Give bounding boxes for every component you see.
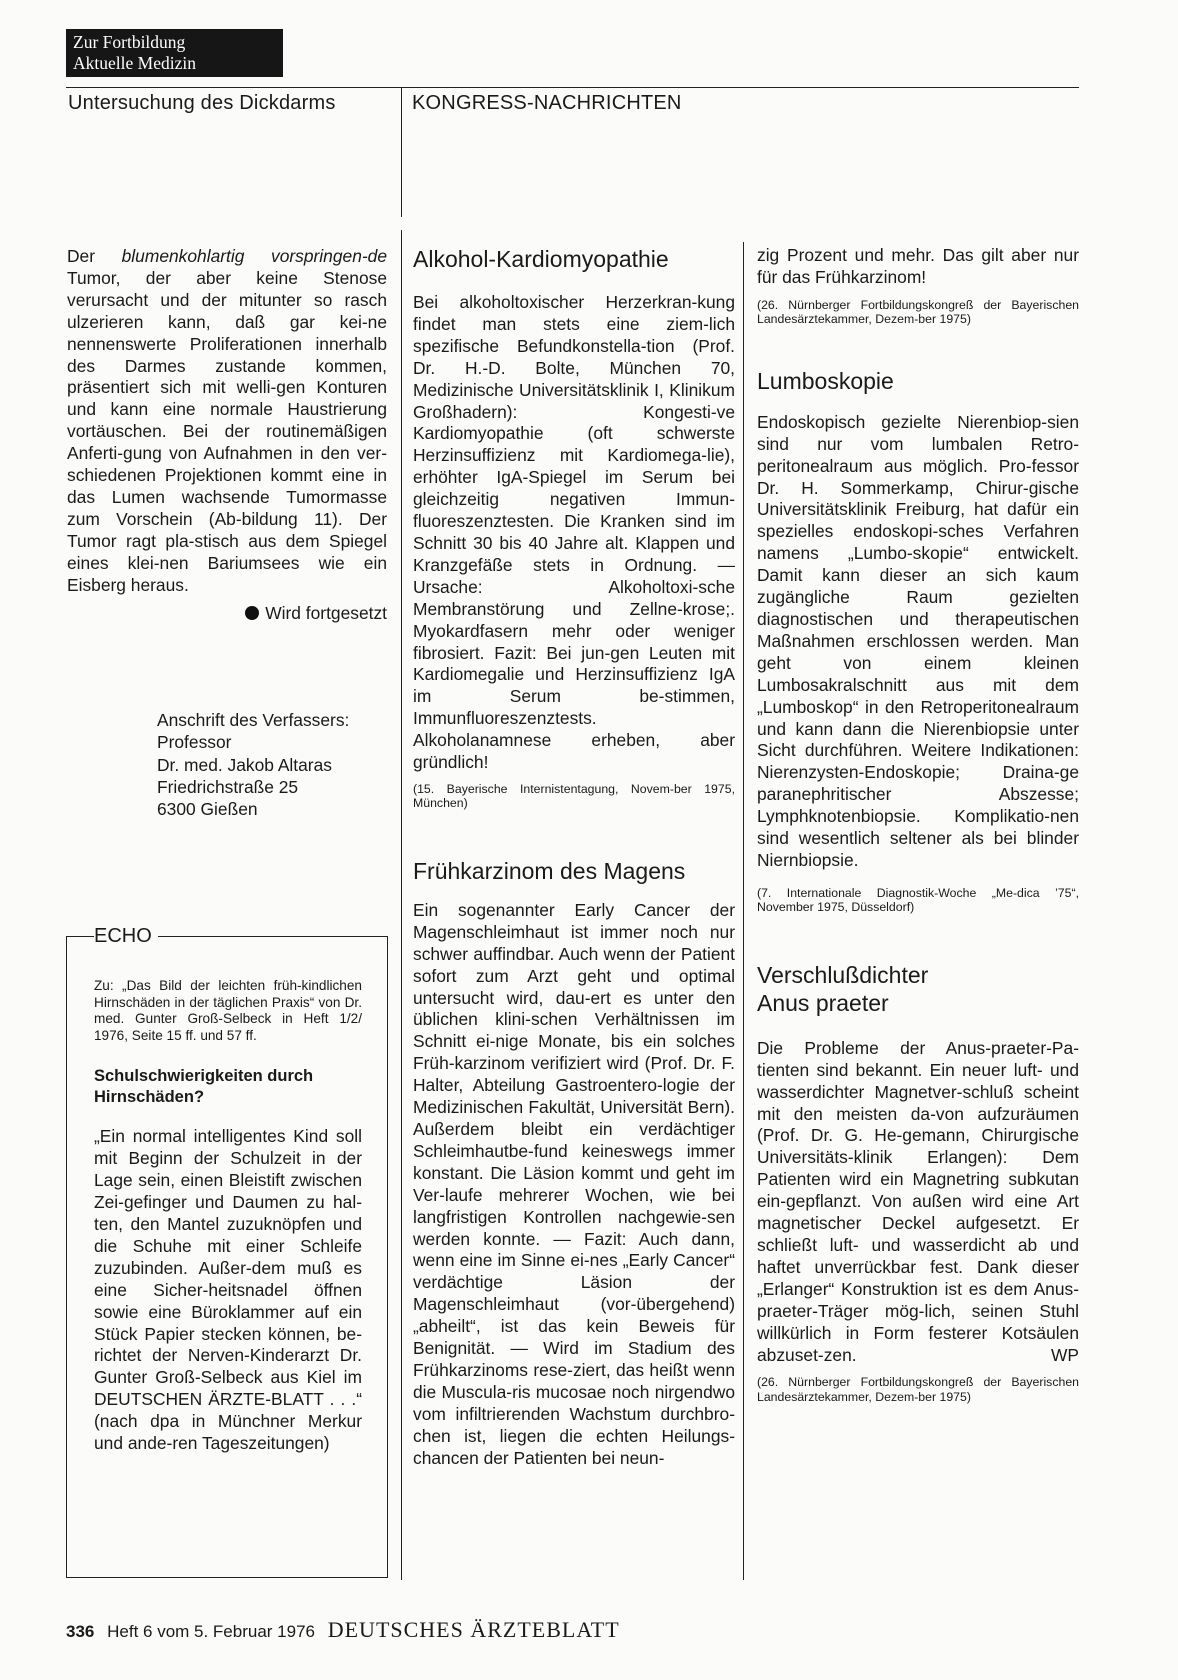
article-title-lumboskopie: Lumboskopie xyxy=(757,367,894,394)
col2-articles xyxy=(413,245,735,1470)
article-body-fruehkarzinom: Ein sogenannter Early Cancer der Magenschleimhaut ist immer noch nur schwer auffindbar. Auch wenn der Patient sofort zum Arzt geht und optimal untersucht wird, dau-ert es unter den üblichen klini-schen Verhältnissen im Schnitt ei-nige Monate, bis ein solches Früh-karzinom verifiziert wird (Prof. Dr. F. Halter, Abteilung Gastroentero-logie der Medizinischen Fakultät, Universität Bern). Außerdem bleibt ein verdächtiger Schleimhautbe-fund keineswegs immer konstant. Die Läsion kommt und geht im Ver-laufe mehrerer Wochen, wie bei langfristigen Kontrollen nachgewie-sen werden konnte. — Fazit: Auch dann, wenn eine im Sinne ei-nes „Early Cancer“ verdächtige Läsion der Magenschleimhaut (vor-übergehend) „abheilt“, ist das kein Beweis für Benignität. — Wird im Stadium des Frühkarzinoms rese-ziert, das heißt wenn die Muscula-ris mucosae noch nirgendwo vom infiltrierenden Wachstum durchbro-chen ist, liegen die echten Heilungs-chancen der Patienten bei neun- xyxy=(413,899,735,1468)
col1-paragraph: Der blumenkohlartig vorspringen-de Tumor, der aber keine Stenose verursacht und der mitunter so rasch ulzerieren kann, daß gar kei-ne nennenswerte Proliferationen innerhalb des Darmes zustande kommen, präsentiert sich mit welli-gen Konturen und kann eine normale Haustrierung vortäuschen. Bei der routinemäßigen Anferti-gung von Aufnahmen in den ver-schiedenen Projektionen kommt eine in das Lumen wachsende Tumormasse zum Vorschein (Ab-bildung 11). Der Tumor ragt pla-stisch aus dem Spiegel eines klei-nen Bariumsees wie ein Eisberg heraus. xyxy=(67,246,387,595)
article-signature: WP xyxy=(1050,1345,1079,1366)
col3-articles xyxy=(757,245,1079,1404)
article-body-lumboskopie: Endoskopisch gezielte Nierenbiop-sien sind nur vom lumbalen Retro-peritonealraum aus möglich. Pro-fessor Dr. H. Sommerkamp, Chirur-gische Universitätsklinik Freiburg, hat dafür ein spezielles endoskopi-sches Verfahren namens „Lumbo-skopie“ entwickelt. Damit kann dieser an sich kaum zugängliche Raum gezielten diagnostischen und therapeutischen Maßnahmen erschlossen werden. Man geht von einem kleinen Lumbosakralschnitt aus mit dem „Lumboskop“ in den Retroperitonealraum und kann dann die Nierenbiopsie unter Sicht durchführen. Weitere Indikationen: Nierenzysten-Endoskopie; Draina-ge paranephritischer Abszesse; Lymphknotenbiopsie. Komplikatio-nen sind wesentlich seltener als bei blinder Niernbiopsie. xyxy=(757,411,1079,870)
top-rule xyxy=(66,87,1079,88)
section-tag xyxy=(66,29,283,77)
echo-body: „Ein normal intelligentes Kind soll mit Beginn der Schulzeit in der Lage sein, einen Bleistift zwischen Zei-gefinger und Daumen zu hal-ten, den Mantel zuzuknöpfen und die Schuhe mit einer Schleife zuzubinden. Außer-dem muß es eine Sicher-heitsnadel öffnen sowie eine Büroklammer auf ein Stück Papier stecken können, be-richtet der Nerven-Kinderarzt Dr. Gunter Groß-Selbeck aus Kiel im DEUTSCHEN ÄRZTE-BLATT . . .“ (nach dpa in Münchner Merkur und ande-ren Tageszeitungen) xyxy=(94,1126,362,1454)
article-title-alkohol: Alkohol-Kardiomyopathie xyxy=(413,246,669,272)
running-head-right: KONGRESS-NACHRICHTEN xyxy=(412,92,682,114)
col1-article xyxy=(67,246,387,624)
echo-label: ECHO xyxy=(94,924,158,948)
echo-intro: Zu: „Das Bild der leichten früh-kindlichen Hirnschäden in der täglichen Praxis“ von Dr. med. Gunter Groß-Selbeck in Heft 1/2/ 1976, Seite 15 ff. und 57 ff. xyxy=(94,978,362,1043)
echo-heading: Schulschwierigkeiten durch Hirnschäden? xyxy=(94,1067,314,1107)
section-tag-line2: Aktuelle Medizin xyxy=(73,53,196,73)
address-line: Anschrift des Verfassers: xyxy=(157,710,350,730)
page-number: 336 xyxy=(66,1622,95,1641)
article-body-alkohol: Bei alkoholtoxischer Herzerkran-kung findet man stets eine ziem-lich spezifische Befundkonstella-tion (Prof. Dr. H.-D. Bolte, München 70, Medizinische Universitätsklinik I, Klinikum Großhadern): Kongesti-ve Kardiomyopathie (oft schwerste Herzinsuffizienz mit Kardiomega-lie), erhöhter IgA-Spiegel im Serum bei gleichzeitig negativen Immun-fluoreszenztesten. Die Kranken sind im Schnitt 30 bis 40 Jahre alt. Klappen und Kranzgefäße stets in Ordnung. — Ursache: Alkoholtoxi-sche Membranstörung und Zellne-krose;. Myokardfasern mehr oder weniger fibrosiert. Fazit: Bei jun-gen Leuten mit Kardiomegalie und Herzinsuffizienz IgA im Serum be-stimmen, Immunfluoreszenztests. Alkoholanamnese erheben, aber gründlich! xyxy=(413,292,735,773)
article-continuation-fruehkarzinom: zig Prozent und mehr. Das gilt aber nur für das Frühkarzinom! xyxy=(757,245,1079,287)
address-line: Dr. med. Jakob Altaras xyxy=(157,754,332,775)
author-address xyxy=(157,709,349,820)
issue-info: Heft 6 vom 5. Februar 1976 xyxy=(107,1622,315,1641)
col1-emphasis: blumenkohlartig vorspringen-de xyxy=(121,246,387,266)
footer xyxy=(66,1617,620,1643)
echo-content xyxy=(94,978,362,1455)
running-head-left: Untersuchung des Dickdarms xyxy=(68,92,336,114)
article-body-anus-praeter: Die Probleme der Anus-praeter-Pa-tienten sind bekannt. Ein neuer luft- und wasserdichter Magnetver-schluß scheint mit den meisten da-von aufzuräumen (Prof. Dr. G. He-gemann, Chirurgische Universitäts-klinik Erlangen): Dem Patienten wird ein Magnetring subkutan ein-gepflanzt. Von außen wird eine Art magnetischer Deckel aufgesetzt. Er schließt luft- und wasserdicht ab und haftet unverrückbar fest. Dank dieser „Erlanger“ Konstruktion ist es dem Anus-praeter-Träger mög-lich, seinen Stuhl willkürlich in Form festerer Kotsäulen abzuset-zen. xyxy=(757,1037,1079,1365)
article-title-fruehkarzinom: Frühkarzinom des Magens xyxy=(413,857,686,884)
article-source-alkohol: (15. Bayerische Internistentagung, Novem-ber 1975, München) xyxy=(413,781,735,811)
article-source-anus-praeter: (26. Nürnberger Fortbildungskongreß der Bayerischen Landesärztekammer, Dezem-ber 1975) xyxy=(757,1375,1079,1404)
address-line: 6300 Gießen xyxy=(157,799,258,820)
address-line: Professor xyxy=(157,732,232,753)
address-line: Friedrichstraße 25 xyxy=(157,776,299,797)
bullet-icon xyxy=(245,606,259,620)
article-title-anus-praeter: Verschlußdichter Anus praeter xyxy=(757,961,929,1016)
continued-note: Wird fortgesetzt xyxy=(67,603,387,625)
column-divider-left xyxy=(401,230,402,1580)
section-tag-line1: Zur Fortbildung xyxy=(73,32,186,52)
magazine-name: DEUTSCHES ÄRZTEBLATT xyxy=(327,1617,620,1642)
article-source-lumboskopie: (7. Internationale Diagnostik-Woche „Me-dica ’75“, November 1975, Düsseldorf) xyxy=(757,885,1079,915)
column-divider-right xyxy=(743,242,744,1580)
article-source-fruehkarzinom: (26. Nürnberger Fortbildungskongreß der Bayerischen Landesärztekammer, Dezem-ber 1975) xyxy=(757,297,1079,327)
column-divider-top xyxy=(401,87,402,217)
